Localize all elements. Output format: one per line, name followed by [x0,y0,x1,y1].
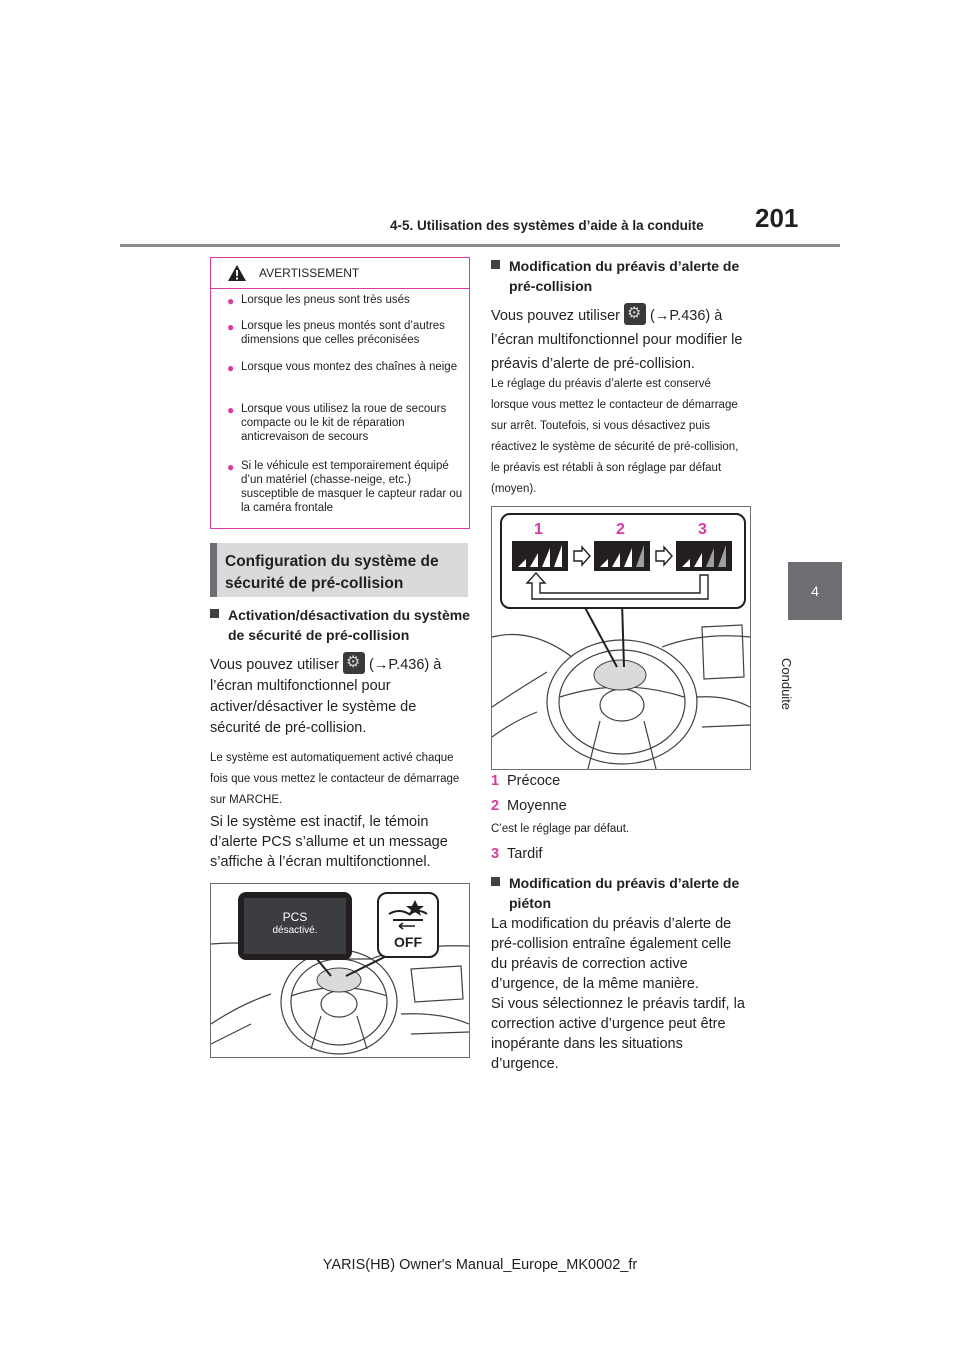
activation-heading: Activation/désactivation du système de sécurité de pré-collision [210,605,472,645]
pcs-off-illustration [210,883,470,1058]
pcs-warning-icon [379,894,437,934]
activation-note: Le système est automatiquement activé chaque fois que vous mettez le contacteur de démarrage sur MARCHE. [210,752,460,806]
square-bullet-icon [491,260,500,269]
alert-timing-heading: Modification du préavis d’alerte de pré-collision [491,256,743,296]
warning-box [210,257,470,529]
chapter-label: Conduite [779,658,794,711]
pedestrian-paragraph-2: Si vous sélectionnez le préavis tardif, la correction active d’urgence peut être inopérante dans les situations d’urgence. [491,996,745,1072]
warning-item: ● Lorsque vous utilisez la roue de secours compacte ou le kit de réparation anticrevaison de secours [227,403,447,443]
arrow-right-icon [656,547,672,565]
display-text-disabled: désactivé. [272,925,318,936]
warning-title: AVERTISSEMENT [259,266,360,280]
level-callout [500,513,746,609]
activation-paragraph-2: Si le système est inactif, le témoin d’alerte PCS s’allume et un message s’affiche à l’écran multifonctionnel. [210,814,448,870]
pcs-off-label: OFF [394,934,422,950]
footer-manual-id: YARIS(HB) Owner's Manual_Europe_MK0002_fr [322,1257,638,1273]
settings-icon [624,303,646,325]
section-heading [210,543,468,597]
warning-item: ● Lorsque les pneus montés sont d’autres dimensions que celles préconisées [227,320,445,346]
pcs-indicator-callout [377,892,439,958]
display-text-pcs: PCS [282,910,308,924]
warning-item: ● Lorsque les pneus sont très usés [227,294,410,308]
warning-item: ● Lorsque vous montez des chaînes à neige [227,361,458,375]
chapter-tab: 4 [788,562,842,620]
level-number-1: 1 [534,521,543,538]
page-number: 201 [755,203,799,233]
level-icons [502,515,744,607]
warning-header [211,258,469,289]
square-bullet-icon [210,609,219,618]
warning-item: ● Si le véhicule est temporairement équipé d’un matériel (chasse-neige, etc.) susceptible de masquer le capteur radar ou la caméra frontale [227,460,463,514]
alert-timing-paragraph: Vous pouvez utiliser ⚙ (→P.436) à l’écran multifonctionnel pour modifier le préavis d’alerte de pré-collision. [491,303,749,376]
level-number-3: 3 [698,521,707,538]
header-rule [120,244,840,247]
multi-info-display [244,898,346,954]
activation-paragraph: Vous pouvez utiliser ⚙ (→P.436) à l’écran multifonctionnel pour activer/désactiver le système de sécurité de pré-collision. [210,652,470,739]
return-arrow-icon [527,573,708,599]
warning-triangle-icon [227,264,247,282]
arrow-right-icon [574,547,590,565]
alert-timing-illustration [491,506,751,770]
section-heading-text: Configuration du système de sécurité de pré-collision [225,553,439,592]
pedestrian-heading: Modification du préavis d’alerte de piéton [491,873,743,913]
section-heading-bar [210,543,217,597]
default-note: C’est le réglage par défaut. [491,823,630,835]
level-item-2: 2 Moyenne [491,798,567,814]
alert-timing-note: Le réglage du préavis d’alerte est conservé lorsque vous mettez le contacteur de démarrage sur arrêt. Toutefois, si vous désactivez puis réactivez le système de sécurité de pré-collision, le préavis est rétabli à son réglage par défaut (moyen). [491,378,739,495]
settings-icon [343,652,365,674]
section-title: 4-5. Utilisation des systèmes d’aide à la conduite [390,218,704,233]
pedestrian-paragraph-1: La modification du préavis d’alerte de pré-collision entraîne également celle du préavis de correction active d’urgence, de la même manière. [491,916,732,992]
level-item-3: 3 Tardif [491,846,543,862]
level-number-2: 2 [616,521,625,538]
level-item-1: 1 Précoce [491,773,561,789]
square-bullet-icon [491,877,500,886]
display-callout [238,892,352,960]
